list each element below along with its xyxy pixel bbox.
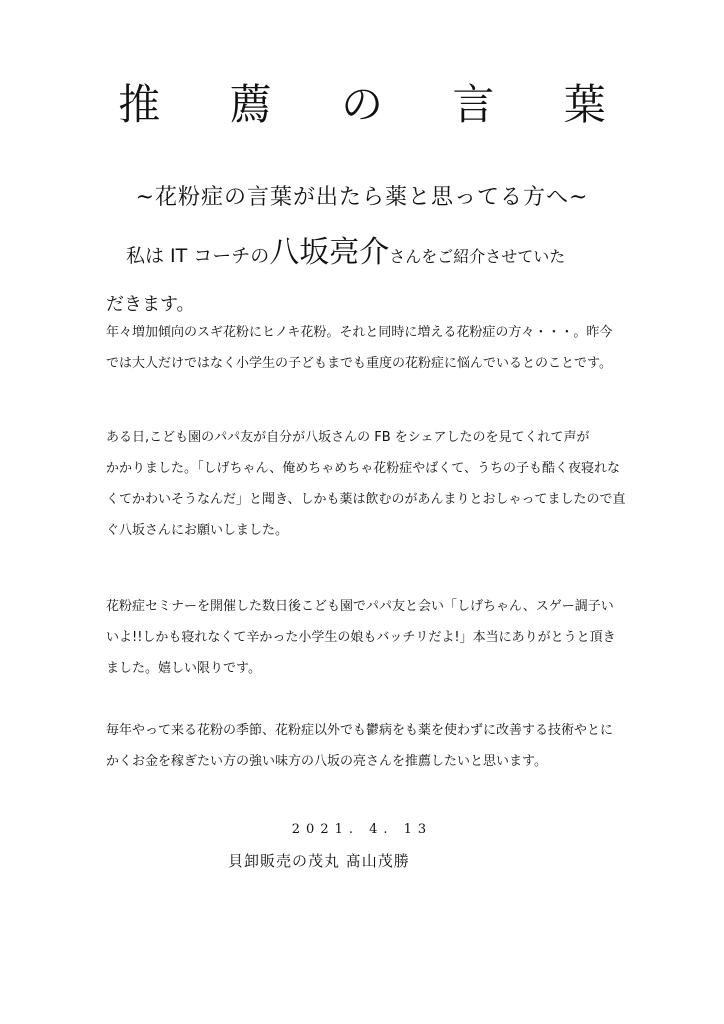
paragraph-1 [106, 317, 618, 379]
paragraph-line: ました。嬉しい限りです。 [106, 661, 261, 676]
paragraph-3 [106, 591, 618, 684]
coach-name: 八坂亮介 [269, 235, 390, 270]
paragraph-line: ぐ八坂さんにお願いしました。 [106, 523, 289, 538]
paragraph-line: 花粉症セミナーを開催した数日後こども園でパパ友と会い「しげちゃん、スゲー調子い [106, 599, 614, 614]
intro-line [126, 235, 646, 272]
paragraph-line: ある日,こども園のパパ友が自分が八坂さんの FB をシェアしたのを見てくれて声が [106, 430, 590, 445]
paragraph-line: 年々増加傾向のスギ花粉にヒノキ花粉。それと同時に増える花粉症の方々・・・。昨今 [106, 325, 613, 340]
paragraph-line: かかりました。「しげちゃん、俺めちゃめちゃ花粉症やばくて、うちの子も酷く夜寝れな [106, 461, 621, 476]
paragraph-line: では大人だけではなく小学生の子どもまでも重度の花粉症に悩んでいるとのことです。 [106, 356, 612, 371]
intro-line-2: だきます。 [106, 294, 195, 315]
subtitle: ~花粉症の言葉が出たら薬と思ってる方へ~ [135, 185, 589, 210]
page-title: 推 薦 の 言 葉 [118, 80, 634, 129]
paragraph-line: かくお金を稼ぎたい方の強い味方の八坂の亮さんを推薦したいと思います。 [106, 754, 547, 769]
paragraph-line: いよ!!しかも寝れなくて辛かった小学生の娘もバッチリだよ!」本当にありがとうと頂き [106, 630, 616, 645]
paragraph-line: くてかわいそうなんだ」と聞き、しかも薬は飲むのがあんまりとおしゃってましたので直 [106, 492, 626, 507]
intro-text-1: 私は IT コーチの [126, 245, 270, 267]
paragraph-4 [106, 715, 618, 777]
signature: 貝卸販売の茂丸 髙山茂勝 [228, 852, 410, 870]
letter-date: 2021. 4. 13 [291, 822, 433, 837]
intro-text-2: さんをご紹介させていた [389, 247, 566, 266]
paragraph-line: 毎年やって来る花粉の季節、花粉症以外でも鬱病をも薬を使わずに改善する技術やとに [106, 723, 614, 738]
paragraph-2 [106, 422, 626, 546]
